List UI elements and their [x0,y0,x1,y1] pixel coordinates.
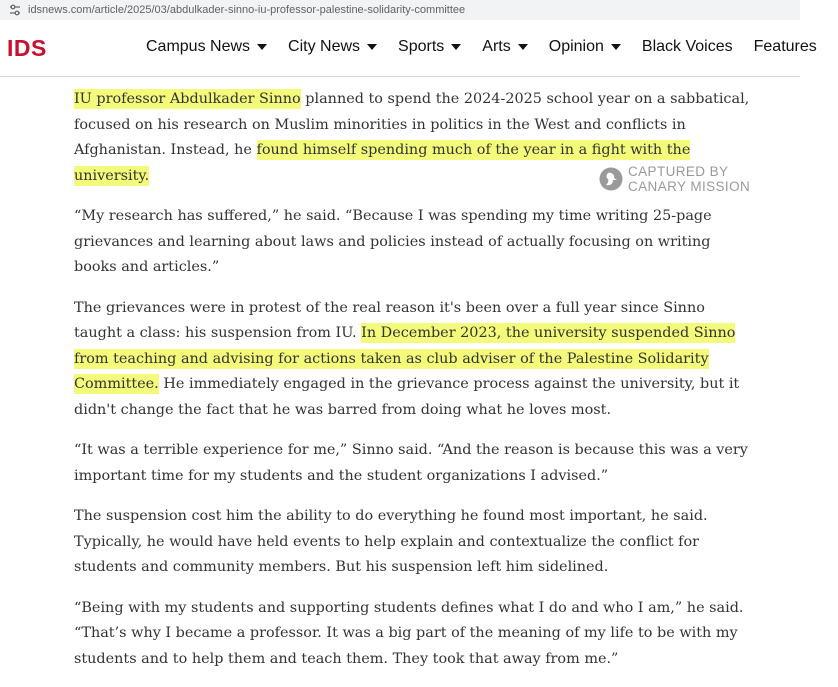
nav-item-label: Features [753,38,817,55]
nav-item-label: Campus News [146,38,251,55]
article-paragraph: “It was a terrible experience for me,” Sinno said. “And the reason is because this was a very important time for my students and the student organizations I advised.” [74,442,748,484]
nav-item-arts[interactable] [482,38,527,56]
watermark-line: CAPTURED BY [628,164,729,179]
nav-item-black-voices[interactable] [642,38,733,56]
watermark-line: CANARY MISSION [628,179,751,194]
chevron-down-icon [611,44,621,50]
canary-mission-watermark [599,164,750,194]
article-paragraph: The suspension cost him the ability to do everything he found most important, he said. Typically, he would have held events to help explain and contextualize the conflict for students and community members. But his suspension left him sidelined. [74,508,708,575]
highlighted-text: IU professor Abdulkader Sinno [74,91,301,107]
highlighted-text: found himself spending much of the year in a fight with the university. [74,142,691,184]
highlighted-text: In December 2023, the university suspended Sinno from teaching and advising for actions taken as club adviser of the Palestine Solidarity Committee. [74,325,736,392]
url-text[interactable]: idsnews.com/article/2025/03/abdulkader-sinno-iu-professor-palestine-solidarity-committee [28,4,466,16]
main-nav [146,38,838,56]
nav-item-label: Arts [482,38,511,55]
canary-seal-icon [599,167,623,191]
paragraph-text: planned to spend the 2024-2025 school year on a sabbatical, focused on his research on Muslim minorities in politics in the West and conflicts in Afghanistan. Instead, he [74,91,750,158]
nav-item-label: Opinion [548,38,604,55]
chevron-down-icon [518,44,528,50]
chevron-down-icon [367,44,377,50]
browser-address-bar[interactable] [0,0,800,21]
article-paragraph: “Being with my students and supporting students defines what I do and who I am,” he said. “That’s why I became a professor. It was a big part of the meaning of my life to be with my students and to help them and teach them. They took that away from me.” [74,599,744,667]
watermark-text [628,164,750,194]
nav-item-label: City News [288,38,361,55]
nav-item-label: Black Voices [641,38,733,55]
article-paragraph: “My research has suffered,” he said. “Because I was spending my time writing 25-page grievances and learning about laws and policies instead of actually focusing on writing books and articles.” [74,208,712,275]
paragraph-text: The grievances were in protest of the real reason it's been over a full year since Sinno taught a class: his suspension from IU. [74,299,705,341]
nav-item-label: Sports [398,38,445,55]
nav-item-opinion[interactable] [549,38,621,56]
chevron-down-icon [451,44,461,50]
chevron-down-icon [257,44,267,50]
site-settings-icon[interactable] [8,3,22,17]
article-paragraph [74,296,754,424]
paragraph-text: He immediately engaged in the grievance process against the university, but it didn't change the fact that he was barred from doing what he loves most. [74,376,740,418]
nav-item-features[interactable] [754,38,817,56]
nav-item-campus-news[interactable] [146,38,267,56]
site-header [0,20,817,77]
ids-logo[interactable]: IDS [7,35,47,61]
nav-item-sports[interactable] [398,38,461,56]
nav-item-city-news[interactable] [288,38,377,56]
